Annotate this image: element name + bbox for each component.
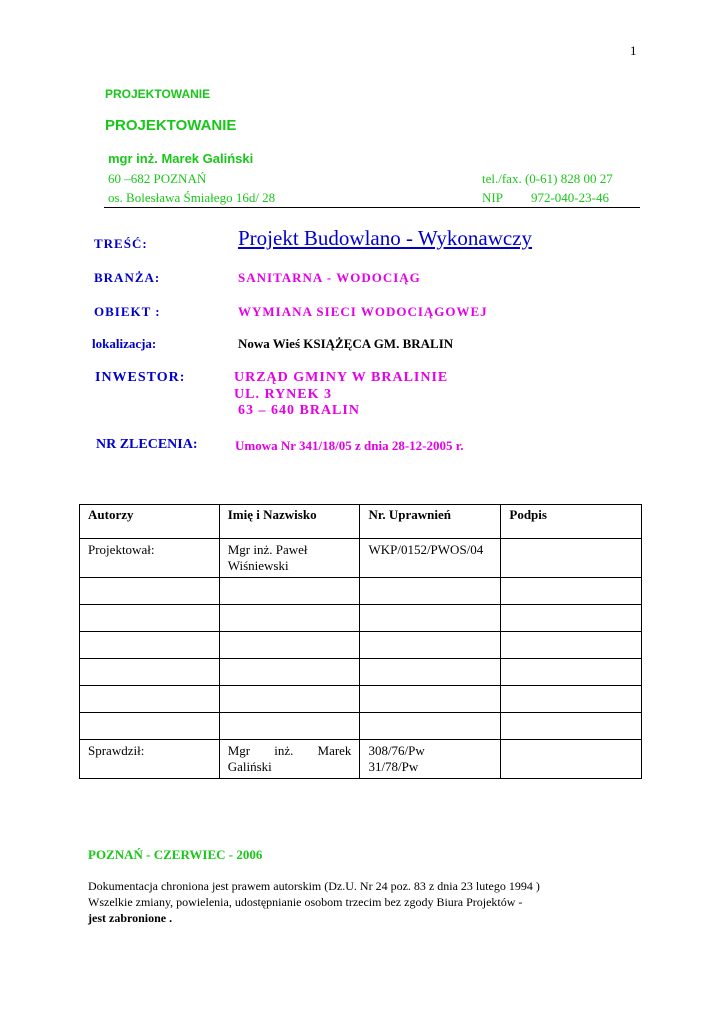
tresc-label: TREŚĆ: [94, 236, 148, 251]
license-line1: 308/76/Pw [368, 743, 425, 758]
nip-value: 972-040-23-46 [530, 190, 609, 205]
name-line1: Mgr inż. Marek [227, 743, 352, 758]
header-authors: Autorzy [80, 505, 220, 539]
header-signature: Podpis [501, 505, 642, 539]
obiekt-label: OBIEKT : [94, 304, 161, 319]
header-divider [104, 207, 640, 208]
signature-cell [501, 539, 642, 578]
tresc-value: Projekt Budowlano - Wykonawczy [238, 226, 533, 250]
role-cell: Sprawdził: [80, 740, 220, 779]
table-row [80, 659, 642, 686]
table-row [80, 713, 642, 740]
nr-zlecenia-label: NR ZLECENIA: [96, 437, 198, 452]
copyright-note-line1: Dokumentacja chroniona jest prawem autorskim (Dz.U. Nr 24 poz. 83 z dnia 23 lutego 1994 ) [88, 879, 540, 893]
branza-value: SANITARNA - WODOCIĄG [238, 270, 421, 285]
license-cell [360, 740, 501, 779]
office-name-small: PROJEKTOWANIE [105, 87, 211, 101]
header-name: Imię i Nazwisko [219, 505, 360, 539]
address-city: 60 –682 POZNAŃ [108, 171, 207, 186]
empty-cell [360, 686, 501, 713]
office-name: PROJEKTOWANIE [105, 117, 237, 134]
inwestor-line2: UL. RYNEK 3 [234, 387, 333, 402]
authors-table [79, 504, 642, 779]
name-line1: Mgr inż. Paweł [227, 542, 308, 557]
empty-cell [80, 659, 220, 686]
inwestor-line3: 63 – 640 BRALIN [238, 403, 360, 418]
empty-cell [219, 632, 360, 659]
empty-cell [219, 659, 360, 686]
nip [482, 190, 609, 206]
empty-cell [219, 578, 360, 605]
nip-label: NIP [482, 190, 503, 205]
empty-cell [80, 605, 220, 632]
header-license: Nr. Uprawnień [360, 505, 501, 539]
empty-cell [360, 713, 501, 740]
license-line2: 31/78/Pw [368, 759, 419, 774]
empty-cell [80, 578, 220, 605]
author-name: mgr inż. Marek Galiński [108, 151, 254, 166]
table-row [80, 578, 642, 605]
table-row [80, 740, 642, 779]
license-cell: WKP/0152/PWOS/04 [360, 539, 501, 578]
nr-zlecenia-value: Umowa Nr 341/18/05 z dnia 28-12-2005 r. [235, 438, 464, 453]
page-number: 1 [630, 43, 637, 58]
empty-cell [501, 713, 642, 740]
empty-cell [219, 713, 360, 740]
table-row [80, 686, 642, 713]
empty-cell [360, 659, 501, 686]
table-row [80, 632, 642, 659]
address-street: os. Bolesława Śmiałego 16d/ 28 [108, 190, 276, 205]
name-cell [219, 740, 360, 779]
empty-cell [80, 713, 220, 740]
obiekt-value: WYMIANA SIECI WODOCIĄGOWEJ [238, 304, 488, 319]
name-line2: Wiśniewski [227, 558, 289, 573]
empty-cell [501, 605, 642, 632]
empty-cell [360, 605, 501, 632]
empty-cell [360, 632, 501, 659]
empty-cell [219, 605, 360, 632]
role-cell: Projektował: [80, 539, 220, 578]
copyright-note-line3: jest zabronione . [88, 911, 173, 925]
phone-fax: tel./fax. (0-61) 828 00 27 [482, 171, 613, 186]
copyright-note-line2: Wszelkie zmiany, powielenia, udostępnianie osobom trzecim bez zgody Biura Projektów - [88, 895, 523, 909]
table-header-row [80, 505, 642, 539]
empty-cell [80, 686, 220, 713]
lokalizacja-value: Nowa Wieś KSIĄŻĘCA GM. BRALIN [238, 336, 454, 351]
branza-label: BRANŻA: [94, 270, 161, 285]
empty-cell [219, 686, 360, 713]
empty-cell [501, 659, 642, 686]
empty-cell [80, 632, 220, 659]
empty-cell [501, 686, 642, 713]
table-row [80, 539, 642, 578]
inwestor-line1: URZĄD GMINY W BRALINIE [234, 370, 449, 385]
table-row [80, 605, 642, 632]
name-line2: Galiński [227, 759, 272, 774]
empty-cell [501, 578, 642, 605]
empty-cell [360, 578, 501, 605]
lokalizacja-label: lokalizacja: [92, 336, 157, 351]
name-cell [219, 539, 360, 578]
city-date: POZNAŃ - CZERWIEC - 2006 [88, 847, 263, 862]
empty-cell [501, 632, 642, 659]
signature-cell [501, 740, 642, 779]
inwestor-label: INWESTOR: [95, 370, 186, 385]
